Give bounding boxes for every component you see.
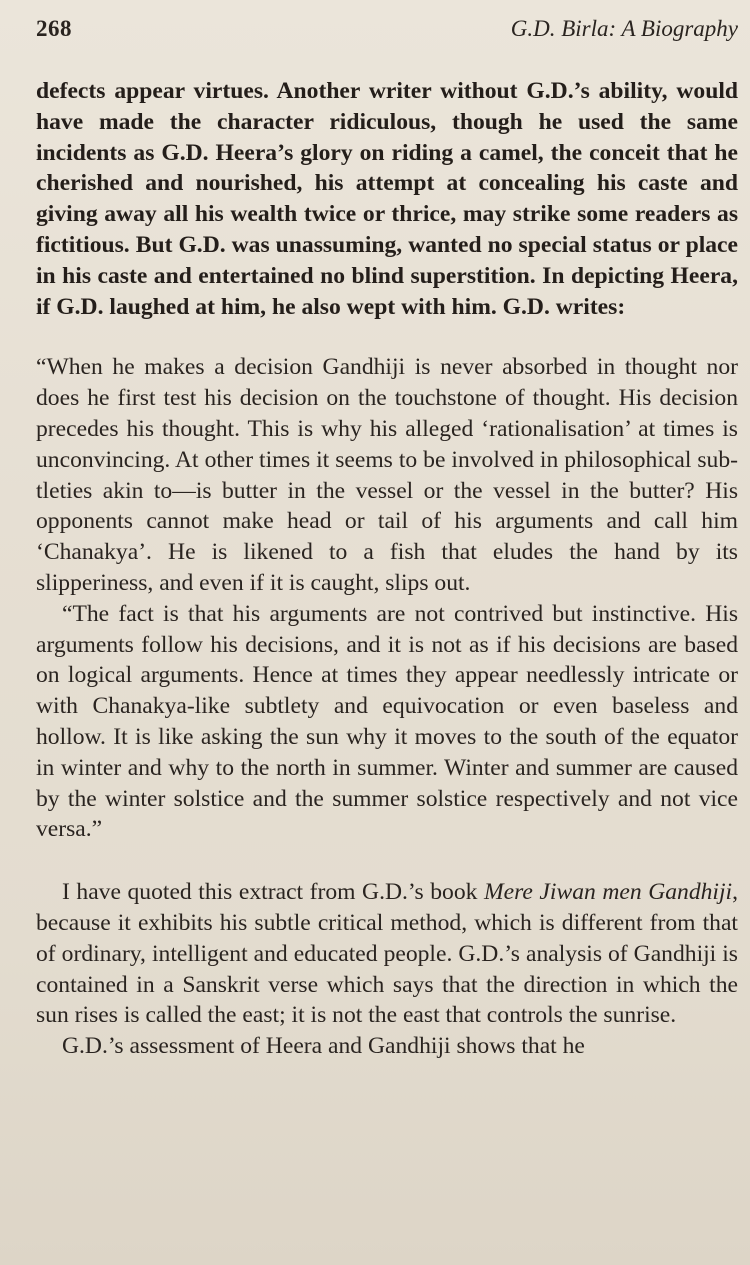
paragraph-continued: defects appear virtues. Another writer without G.D.’s ability, would have made the character ridiculous, though he used the same incidents as G.D. Heera’s glory on riding a camel, the conceit that he cherished and nourished, his attempt at concealing his caste and giving away all his wealth twice or thrice, may strike some readers as fictitious. But G.D. was unassuming, wanted no special status or place in his caste and entertained no blind superstition. In depicting Heera, if G.D. laughed at him, he also wept with him. G.D. writes:	[36, 78, 738, 320]
running-title: G.D. Birla: A Biography	[510, 16, 738, 41]
paragraph-commentary-start: I have quoted this extract from G.D.’s book	[62, 879, 484, 906]
body-text	[36, 76, 738, 1062]
running-head	[36, 14, 738, 44]
paragraph-final: G.D.’s assessment of Heera and Gandhiji shows that he	[62, 1033, 585, 1060]
quote-paragraph-2: “The fact is that his arguments are not contrived but instinctive. His arguments follow his decisions, and it is not as if his decisions are based on logical arguments. Hence at times they appear needlessly intricate or with Chanakya-like subtlety and equivocation or even baseless and hollow. It is like asking the sun why it moves to the south of the equator in winter and why to the north in summer. Winter and summer are caused by the winter solstice and the summer solstice respectively and not vice versa.”	[36, 600, 738, 843]
quote-paragraph-1: “When he makes a decision Gandhiji is never absorbed in thought nor does he first test his decision on the touchstone of thought. His decision precedes his thought. This is why his alleged ‘rationalisation’ at times is unconvincing. At other times it seems to be involved in philosophical subtleties akin to—is butter in the vessel or the vessel in the butter? His opponents cannot make head or tail of his arguments and call him ‘Chanakya’. He is likened to a fish that eludes the hand by its slipperiness, and even if it is caught, slips out.	[36, 354, 738, 596]
paragraph-commentary	[36, 877, 738, 1031]
book-title-italic: Mere Jiwan men Gandhiji	[483, 879, 733, 906]
book-page	[36, 14, 738, 1062]
page-number: 268	[36, 16, 72, 41]
paragraph-commentary-rest: , because it exhibits his subtle critical method, which is different from that of ordinary, intelligent and educated people. G.D.’s analysis of Gandhiji is contained in a Sanskrit verse which says that the direction in which the sun rises is called the east; it is not the east that controls the sunrise.	[36, 879, 738, 1029]
